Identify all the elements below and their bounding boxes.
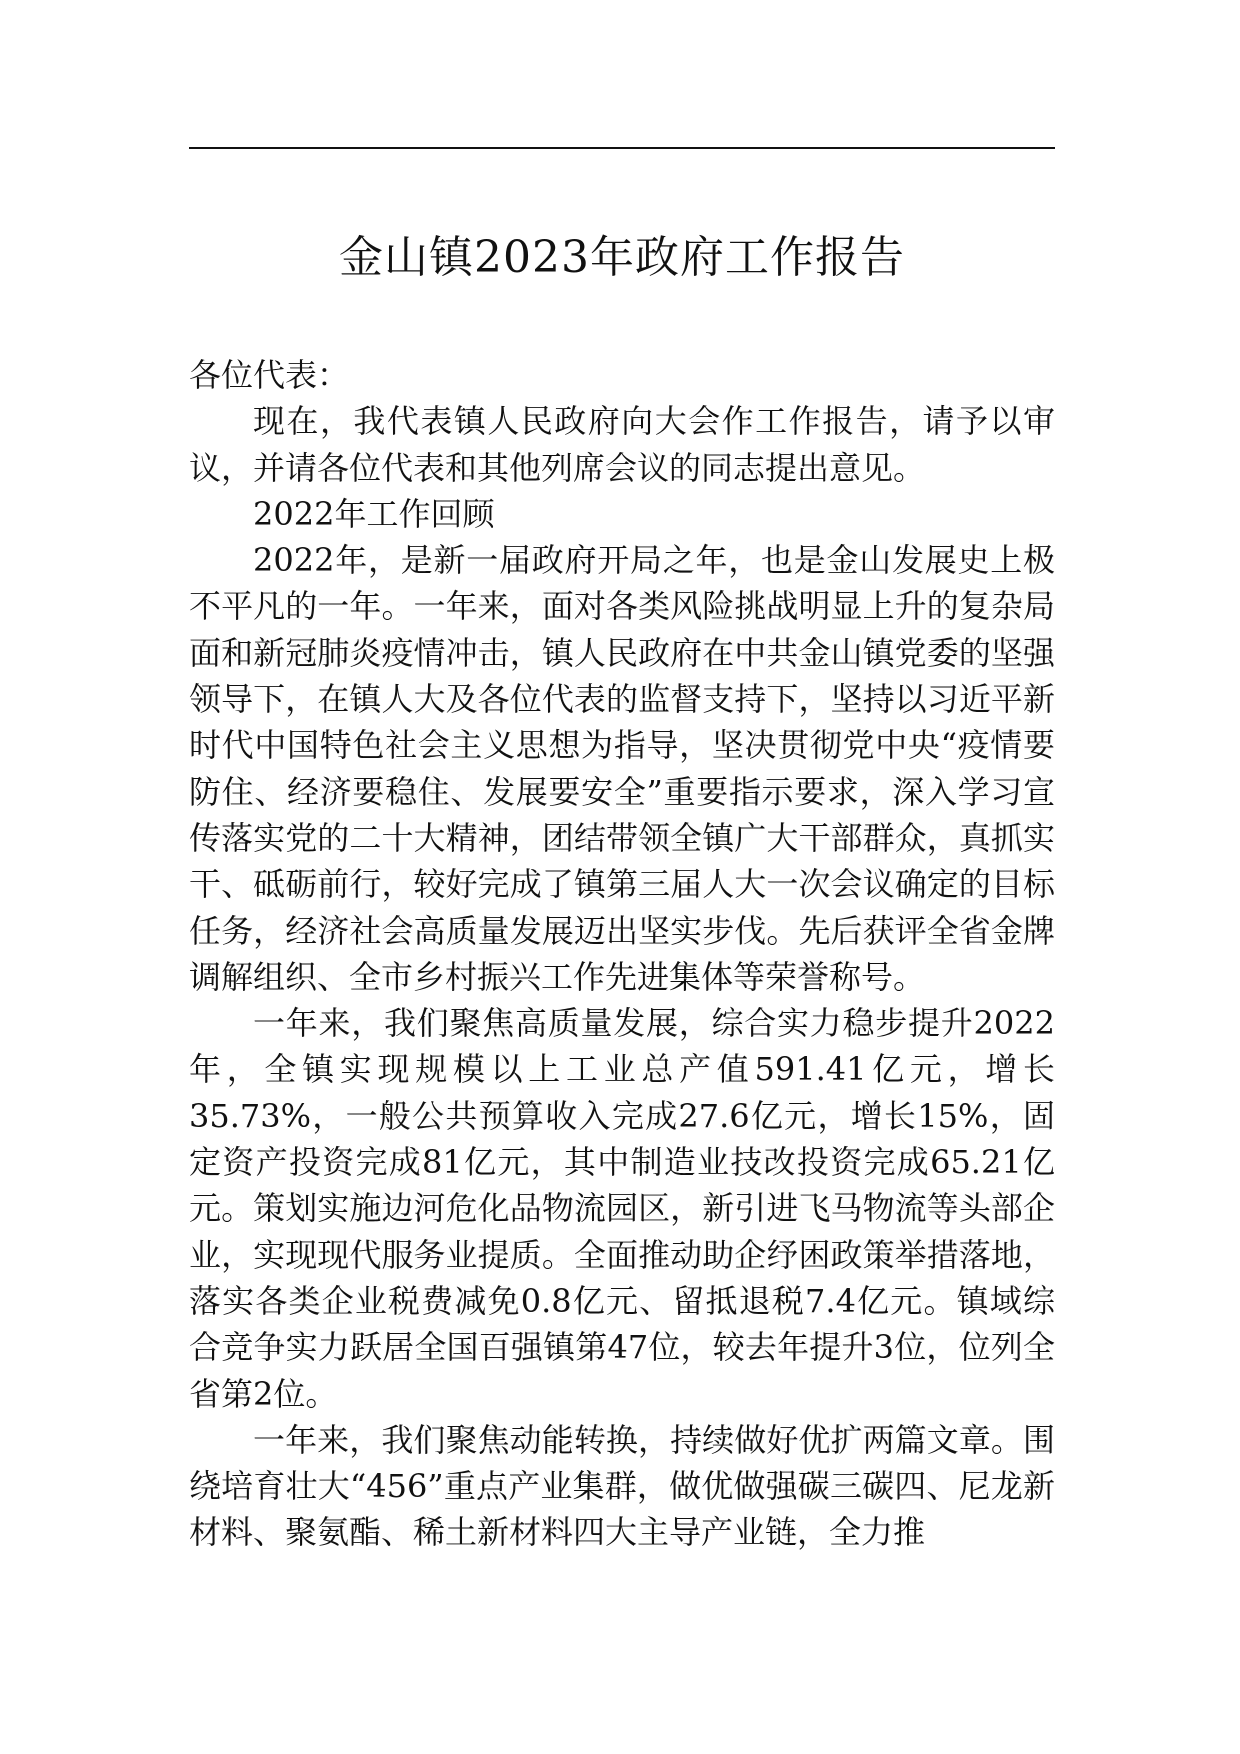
document-body	[189, 352, 1055, 1556]
opening-paragraph: 现在，我代表镇人民政府向大会作工作报告，请予以审议，并请各位代表和其他列席会议的同志提出意见。	[189, 402, 1055, 487]
body-paragraph: 2022年，是新一届政府开局之年，也是金山发展史上极不平凡的一年。一年来，面对各类风险挑战明显上升的复杂局面和新冠肺炎疫情冲击，镇人民政府在中共金山镇党委的坚强领导下，在镇人大及各位代表的监督支持下，坚持以习近平新时代中国特色社会主义思想为指导，坚决贯彻党中央“疫情要防住、经济要稳住、发展要安全”重要指示要求，深入学习宣传落实党的二十大精神，团结带领全镇广大干部群众，真抓实干、砥砺前行，较好完成了镇第三届人大一次会议确定的目标任务，经济社会高质量发展迈出坚实步伐。先后获评全省金牌调解组织、全市乡村振兴工作先进集体等荣誉称号。	[189, 541, 1055, 996]
body-paragraph: 一年来，我们聚焦动能转换，持续做好优扩两篇文章。围绕培育壮大“456”重点产业集群，做优做强碳三碳四、尼龙新材料、聚氨酯、稀土新材料四大主导产业链，全力推	[189, 1420, 1055, 1552]
document-title: 金山镇2023年政府工作报告	[339, 232, 905, 283]
body-paragraph: 一年来，我们聚焦高质量发展，综合实力稳步提升2022年，全镇实现规模以上工业总产值591.41亿元，增长35.73%，一般公共预算收入完成27.6亿元，增长15%，固定资产投资完成81亿元，其中制造业技改投资完成65.21亿元。策划实施边河危化品物流园区，新引进飞马物流等头部企业，实现现代服务业提质。全面推动助企纾困政策举措落地，落实各类企业税费减免0.8亿元、留抵退税7.4亿元。镇域综合竞争实力跃居全国百强镇第47位，较去年提升3位，位列全省第2位。	[189, 1004, 1055, 1413]
section-heading: 2022年工作回顾	[253, 494, 495, 533]
header-rule	[189, 147, 1055, 149]
salutation: 各位代表：	[189, 356, 350, 394]
